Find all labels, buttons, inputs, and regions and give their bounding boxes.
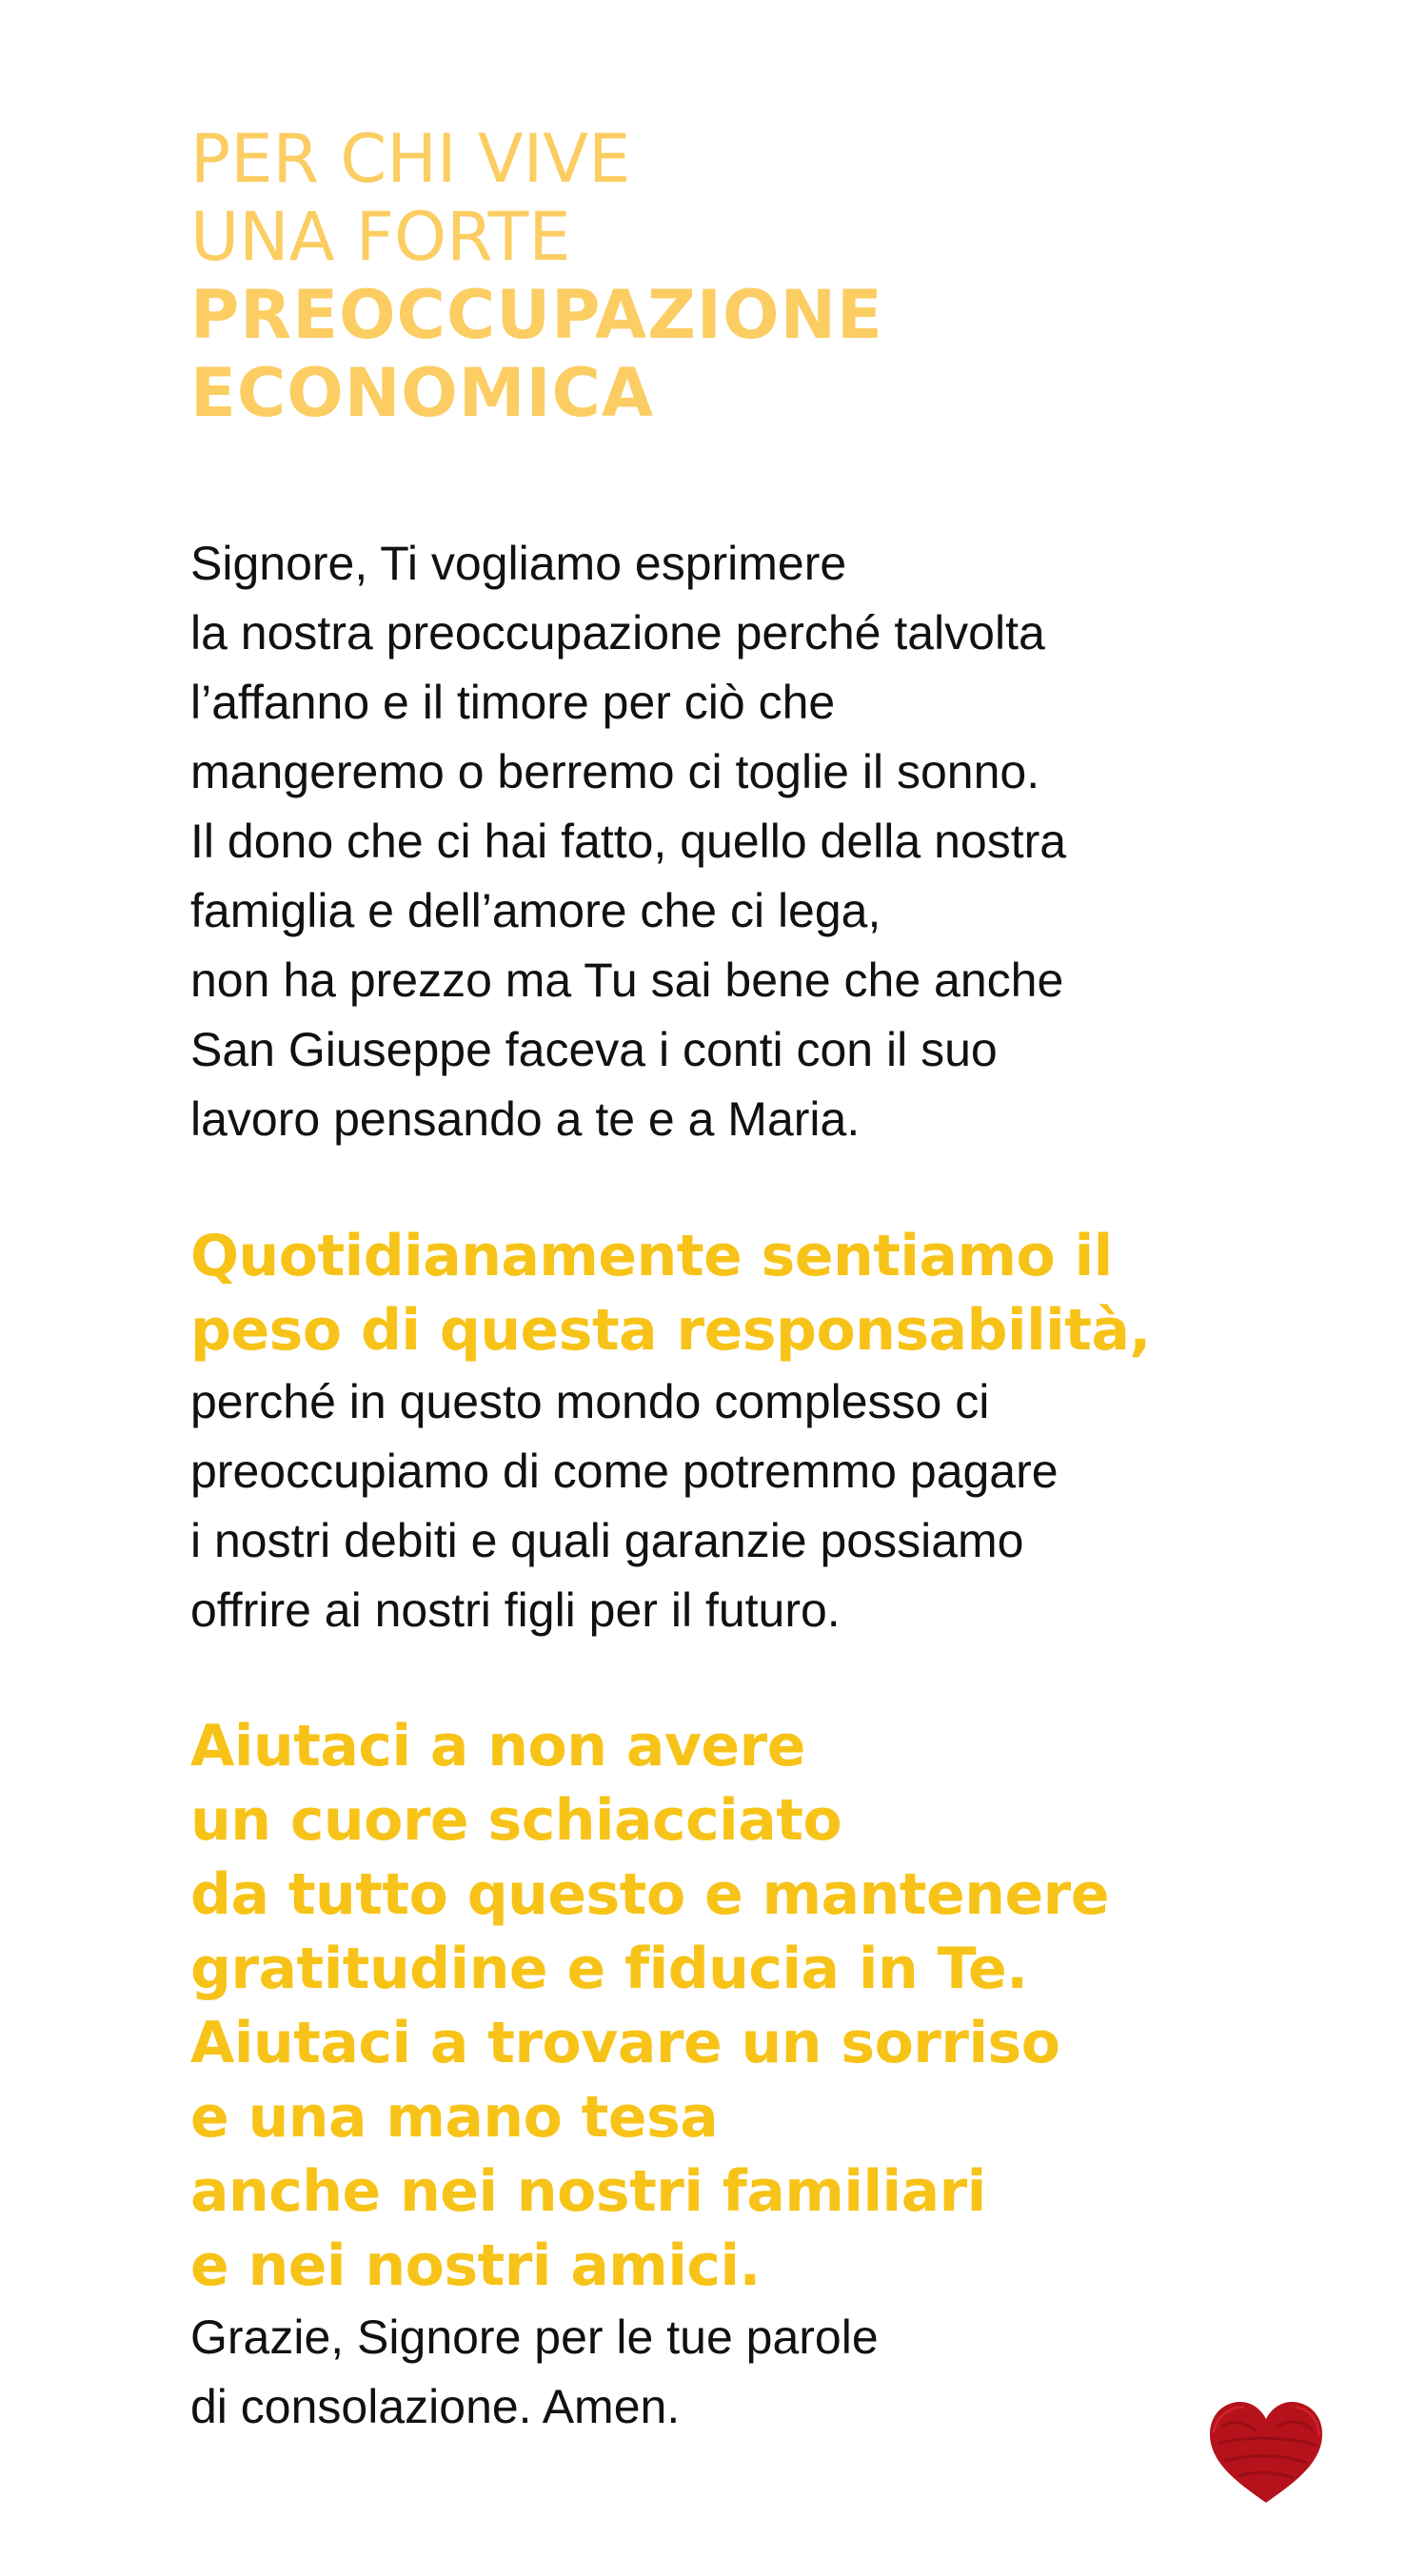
title-line-bold: ECONOMICA	[190, 354, 655, 432]
text-line: Signore, Ti vogliamo esprimere	[190, 537, 847, 590]
title-line-bold: PREOCCUPAZIONE	[190, 276, 883, 354]
text-line: la nostra preoccupazione perché talvolta	[190, 606, 1045, 659]
highlight-line: e una mano tesa	[190, 2084, 719, 2151]
paragraph-1	[190, 529, 1066, 1154]
heart-icon	[1204, 2398, 1328, 2507]
text-line: offrire ai nostri figli per il futuro.	[190, 1583, 841, 1637]
highlight-line: Aiutaci a trovare un sorriso	[190, 2010, 1060, 2076]
page-title	[190, 120, 1314, 501]
highlight-line: gratitudine e fiducia in Te.	[190, 1936, 1028, 2002]
title-line: UNA FORTE	[190, 198, 571, 276]
text-line: Grazie, Signore per le tue parole	[190, 2311, 879, 2364]
text-line: Il dono che ci hai fatto, quello della nostra	[190, 815, 1067, 868]
title-line: PER CHI VIVE	[190, 120, 631, 198]
paragraph-2	[190, 1219, 1151, 1645]
text-line: i nostri debiti e quali garanzie possiamo	[190, 1514, 1024, 1567]
highlight-line: da tutto questo e mantenere	[190, 1861, 1109, 1928]
highlight-line: un cuore schiacciato	[190, 1787, 842, 1854]
text-line: non ha prezzo ma Tu sai bene che anche	[190, 954, 1064, 1007]
text-line: lavoro pensando a te e a Maria.	[190, 1092, 861, 1146]
text-line: l’affanno e il timore per ciò che	[190, 676, 836, 729]
highlight-line: anche nei nostri familiari	[190, 2158, 986, 2225]
text-line: mangeremo o berremo ci toglie il sonno.	[190, 745, 1040, 798]
text-line: preoccupiamo di come potremmo pagare	[190, 1445, 1059, 1498]
highlight-line: Quotidianamente sentiamo il	[190, 1223, 1113, 1289]
text-line: San Giuseppe faceva i conti con il suo	[190, 1023, 998, 1076]
highlight-line: Aiutaci a non avere	[190, 1713, 805, 1780]
highlight-line: peso di questa responsabilità,	[190, 1297, 1151, 1364]
paragraph-3	[190, 1709, 1109, 2442]
content	[190, 120, 1314, 2433]
text-line: perché in questo mondo complesso ci	[190, 1375, 990, 1428]
text-line: famiglia e dell’amore che ci lega,	[190, 884, 881, 937]
highlight-line: e nei nostri amici.	[190, 2232, 761, 2299]
text-line: di consolazione. Amen.	[190, 2380, 681, 2433]
